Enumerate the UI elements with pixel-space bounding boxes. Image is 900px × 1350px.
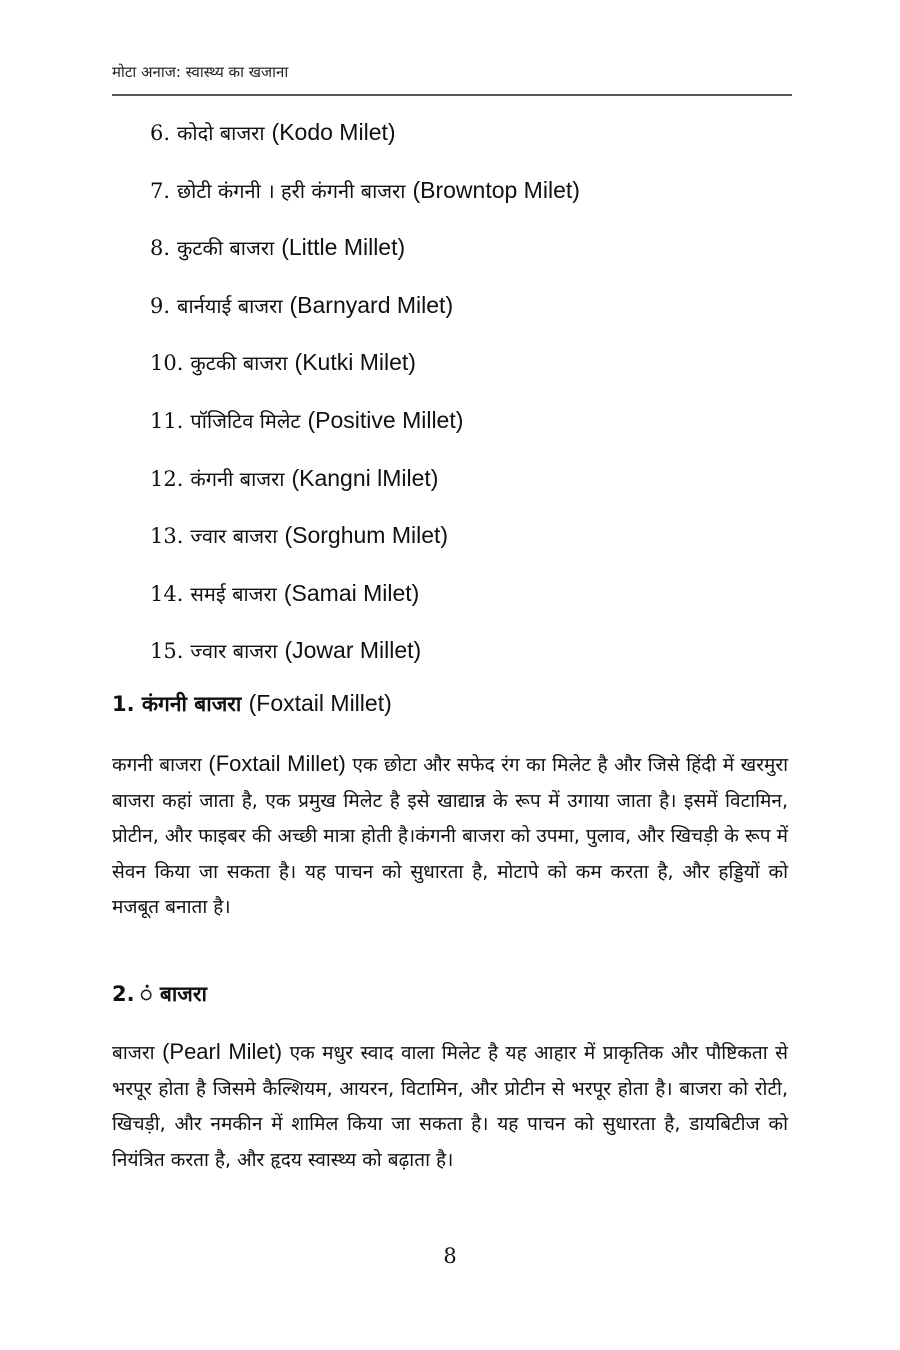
- paragraph-body: एक मधुर स्वाद वाला मिलेट है यह आहार में प्राकृतिक और पौष्टिकता से भरपूर होता है जिसमे कैल्शियम, आयरन, विटामिन, और प्रोटीन से भरपूर होता है। बाजरा को रोटी, खिचड़ी, और नमकीन में शामिल किया जा सकता है। यह पाचन को सुधारता है, डायबिटीज को नियंत्रित करता है, और हृदय स्वास्थ्य को बढ़ाता है।: [112, 1042, 788, 1171]
- list-item-hindi: कुटकी बाजरा: [177, 236, 275, 261]
- list-item-hindi: कुटकी बाजरा: [190, 351, 288, 376]
- list-item-number: 11.: [150, 408, 184, 433]
- list-item-hindi: बार्नयाई बाजरा: [177, 293, 283, 318]
- list-item-english: (Barnyard Milet): [289, 291, 454, 318]
- list-item-number: 10.: [150, 351, 184, 376]
- section-heading-bajra: [112, 980, 792, 1008]
- section-heading-hindi: ं बाजरा: [152, 982, 207, 1006]
- list-item: [150, 628, 790, 686]
- list-item-english: (Kangni lMilet): [291, 464, 439, 491]
- paragraph-start: बाजरा: [112, 1042, 155, 1064]
- list-item-english: (Browntop Milet): [412, 176, 580, 203]
- list-item-english: (Positive Millet): [307, 406, 464, 433]
- list-item-hindi: पॉजिटिव मिलेट: [190, 408, 301, 433]
- list-item: [150, 283, 790, 341]
- list-item-hindi: समई बाजरा: [190, 581, 277, 606]
- list-item-number: 15.: [150, 639, 184, 664]
- list-item: [150, 456, 790, 514]
- list-item-english: (Sorghum Milet): [284, 522, 449, 549]
- page-number: 8: [443, 1244, 457, 1268]
- list-item-english: (Kodo Milet): [271, 119, 396, 145]
- section-heading-number: 2.: [112, 982, 135, 1006]
- list-item-number: 13.: [150, 524, 184, 549]
- millet-list: [150, 110, 790, 686]
- list-item: [150, 340, 790, 398]
- paragraph-foxtail: [112, 746, 788, 926]
- list-item: [150, 571, 790, 629]
- list-item-english: (Jowar Millet): [284, 637, 422, 664]
- section-heading-english: (Foxtail Millet): [248, 690, 392, 716]
- paragraph-bajra: [112, 1034, 788, 1178]
- list-item: [150, 168, 790, 226]
- list-item-hindi: कंगनी बाजरा: [190, 466, 285, 491]
- list-item-hindi: छोटी कंगनी । हरी कंगनी बाजरा: [177, 178, 406, 203]
- list-item-hindi: कोदो बाजरा: [177, 121, 265, 145]
- section-heading-hindi: कंगनी बाजरा: [141, 692, 242, 716]
- list-item-english: (Kutki Milet): [294, 349, 416, 376]
- list-item-number: 9.: [150, 293, 171, 318]
- list-item: [150, 110, 790, 168]
- list-item-number: 6.: [150, 121, 171, 145]
- list-item-english: (Samai Milet): [283, 579, 420, 606]
- section-heading-foxtail: [112, 690, 792, 718]
- list-item-number: 12.: [150, 466, 184, 491]
- list-item: [150, 225, 790, 283]
- section-heading-number: 1.: [112, 692, 135, 716]
- list-item-hindi: ज्वार बाजरा: [190, 524, 278, 549]
- paragraph-english-term: (Pearl Milet): [162, 1039, 283, 1064]
- list-item-number: 8.: [150, 236, 171, 261]
- list-item-english: (Little Millet): [281, 234, 406, 261]
- running-header: [112, 60, 792, 96]
- list-item-hindi: ज्वार बाजरा: [190, 639, 278, 664]
- paragraph-body: एक छोटा और सफेद रंग का मिलेट है और जिसे हिंदी में खरमुरा बाजरा कहां जाता है, एक प्रमुख मिलेट है इसे खाद्यान्न के रूप में उगाया जाता है। इसमें विटामिन, प्रोटीन, और फाइबर की अच्छी मात्रा होती है।कंगनी बाजरा को उपमा, पुलाव, और खिचड़ी के रूप में सेवन किया जा सकता है। यह पाचन को सुधारता है, मोटापे को कम करता है, और हड्डियों को मजबूत बनाता है।: [112, 754, 789, 918]
- list-item: [150, 398, 790, 456]
- list-item-number: 7.: [150, 178, 171, 203]
- list-item: [150, 513, 790, 571]
- paragraph-english-term: (Foxtail Millet): [208, 751, 346, 776]
- list-item-number: 14.: [150, 581, 184, 606]
- paragraph-start: कगनी बाजरा: [112, 754, 202, 776]
- header-title: मोटा अनाज: स्वास्थ्य का खजाना: [112, 63, 289, 81]
